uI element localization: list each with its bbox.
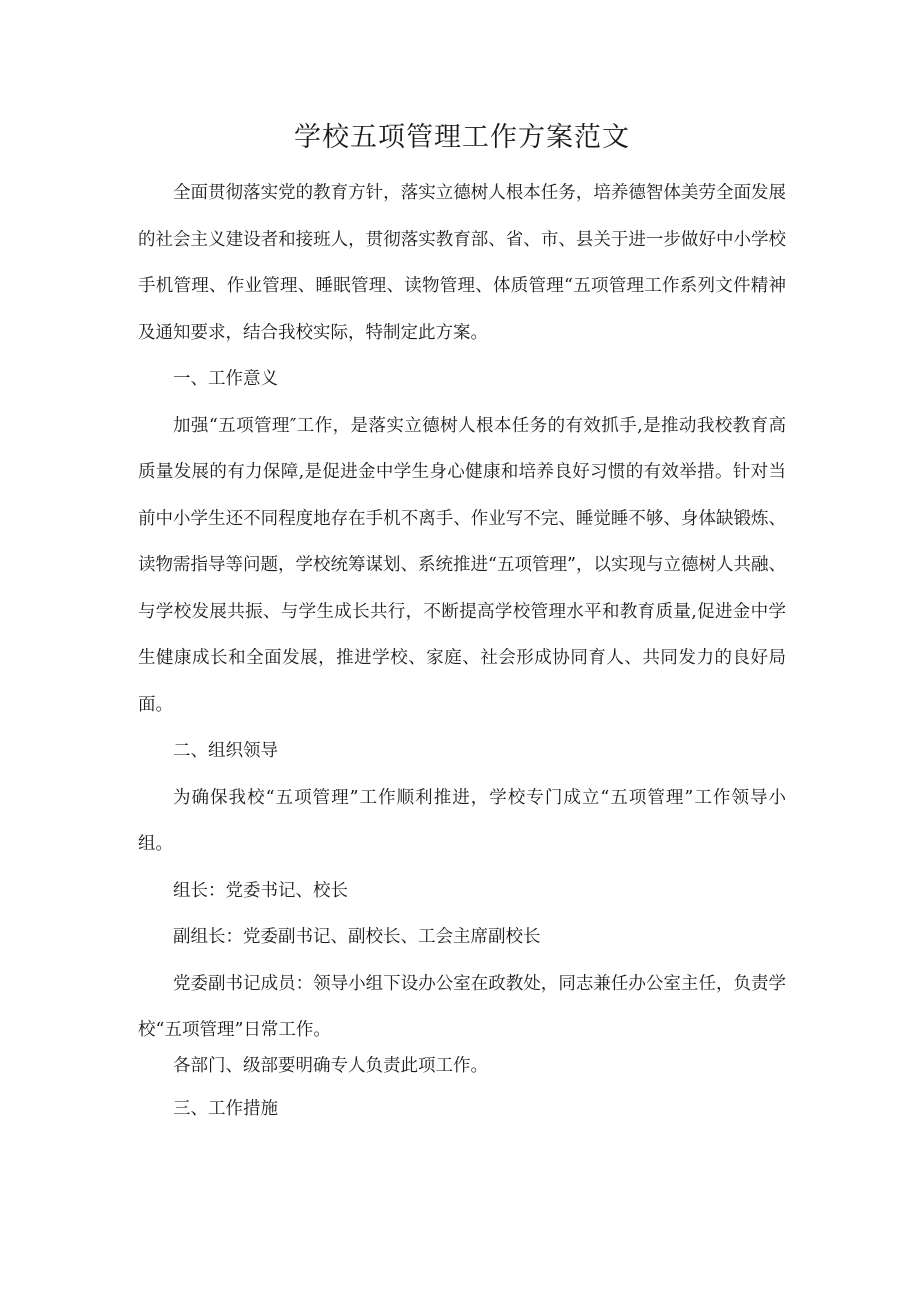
- section-heading-measures: 三、工作措施: [173, 1098, 278, 1119]
- deputy-leader-paragraph: 副组长：党委副书记、副校长、工会主席副校长: [173, 927, 541, 947]
- significance-paragraph: 加强“五项管理″工作，是落实立德树人根本任务的有效抓手,是推动我校教育高质量发展的有力保障,是促进金中学生身心健康和培养良好习惯的有效举措。针对当前中小学生还不同程度地存在手机不离手、作业写不完、睡觉睡不够、身体缺锻炼、读物需指导等问题，学校统筹谋划、系统推进“五项管理”，以实现与立德树人共融、与学校发展共振、与学生成长共行，不断提高学校管理水平和教育质量,促进金中学生健康成长和全面发展，推进学校、家庭、社会形成协同育人、共同发力的良好局面。: [138, 415, 786, 715]
- document-page: [138, 118, 786, 1132]
- departments-paragraph: 各部门、级部要明确专人负责此项工作。: [173, 1055, 488, 1076]
- section-heading-leadership: 二、组织领导: [173, 741, 278, 761]
- leader-paragraph: 组长：党委书记、校长: [173, 880, 348, 901]
- section-heading-significance: 一、工作意义: [173, 369, 278, 389]
- intro-paragraph: 全面贯彻落实党的教育方针，落实立德树人根本任务，培养德智体美劳全面发展的社会主义建设者和接班人，贯彻落实教育部、省、市、县关于进一步做好中小学校手机管理、作业管理、睡眠管理、读物管理、体质管理“五项管理工作系列文件精神及通知要求，结合我校实际，特制定此方案。: [138, 183, 786, 343]
- document-title: 学校五项管理工作方案范文: [294, 122, 630, 153]
- leadership-intro-paragraph: 为确保我校“五项管理”工作顺利推进，学校专门成立“五项管理”工作领导小组。: [138, 787, 786, 854]
- members-paragraph: 党委副书记成员：领导小组下设办公室在政教处，同志兼任办公室主任，负责学校“五项管理”日常工作。: [138, 973, 786, 1040]
